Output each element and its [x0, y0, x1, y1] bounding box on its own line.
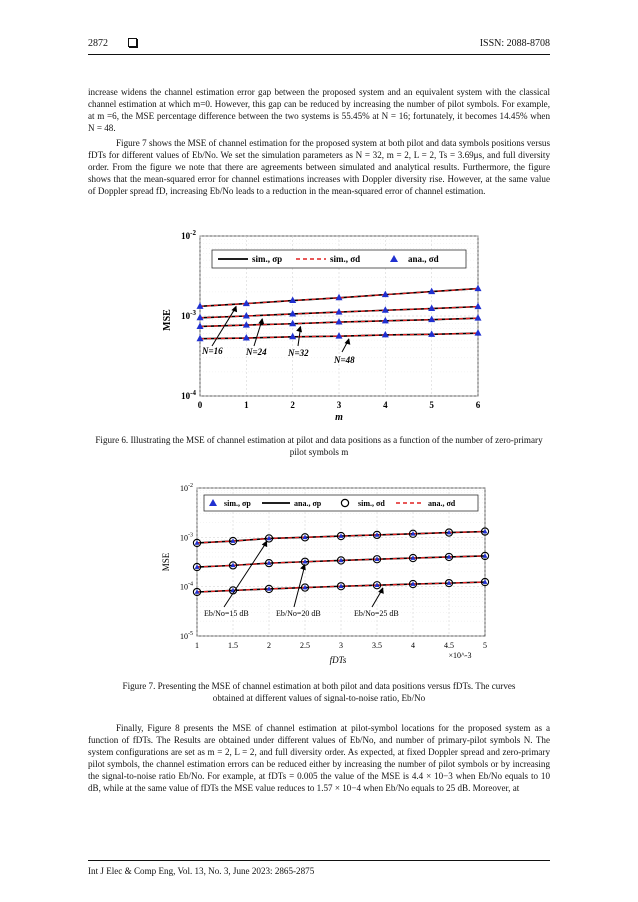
fig7-ytick-label: $10^{-4}$	[180, 581, 193, 592]
fig7-ylabel: MSE	[161, 552, 171, 572]
fig7-legend-label-3: sim., σd	[358, 499, 385, 508]
fig7-xtick-label: 1.5	[228, 641, 238, 650]
fig7-ytick-label: $10^{-3}$	[180, 532, 193, 543]
fig6-xtick-label: 2	[290, 400, 295, 410]
fig6-xtick-label: 1	[244, 400, 249, 410]
fig7-text: Figure 7 shows the MSE of channel estimation for the proposed system at both pilot and data symbols positions versus fDTs for different values of Eb/No. We set the simulation parameters as N = 32, m = 2, L = 2, Ts = 3.69μs, and full diversity order. From the figure we note that there are agreements between simulated and analytical results. Furthermore, the figure shows that the mean-squared error for channel estimations increases with Doppler diversity rise. However, at the same value of Doppler spread fD, increasing Eb/No leads to a reduction in the mean-squared error of channel estimation.	[88, 138, 550, 197]
fig7-xtick-label: 2.5	[300, 641, 310, 650]
issn: ISSN: 2088-8708	[479, 38, 550, 49]
fig6-annotation-label: N=16	[202, 346, 223, 356]
fig7-xtick-label: 4.5	[444, 641, 454, 650]
fig6-legend-label-2: sim., σd	[330, 254, 361, 264]
fig7-x-multiplier: ×10^-3	[448, 651, 472, 660]
fig7-annotation-label: Eb/No=25 dB	[354, 609, 399, 618]
fig7-xtick-label: 2	[267, 641, 271, 650]
intro-paragraph	[88, 86, 550, 134]
fig6-xtick-label: 0	[197, 400, 203, 410]
fig6-annotation-label: N=24	[246, 347, 267, 357]
fig6-xlabel: m	[335, 412, 343, 423]
fig7-xtick-label: 3.5	[372, 641, 382, 650]
figure-6-caption	[88, 434, 550, 458]
fig7-xtick-label: 4	[411, 641, 415, 650]
intro-text: increase widens the channel estimation error gap between the proposed system and an equivalent system with the classical channel estimation at which m=0. However, this gap can be reduced by increasing the number of pilot symbols. For example, at m =6, the MSE percentage difference between the two systems is 55.45% at N = 16; fortunately, it becomes 14.45% when N = 48.	[88, 87, 550, 134]
fig8-paragraph	[88, 722, 550, 794]
fig6-annotation-label: N=32	[288, 348, 309, 358]
fig7-annotation-label: Eb/No=20 dB	[276, 609, 321, 618]
fig7-legend-label-1: sim., σp	[224, 499, 251, 508]
fig6-caption-text: Figure 6. Illustrating the MSE of channel estimation at pilot and data positions as a function of the number of zero-primary pilot symbols m	[95, 435, 543, 457]
fig6-ylabel: MSE	[162, 309, 173, 331]
fig7-xtick-label: 3	[339, 641, 343, 650]
fig6-ytick-label: $10^{-4}$	[181, 389, 196, 401]
figure-7-caption	[88, 680, 550, 704]
fig7-legend-label-4: ana., σd	[428, 499, 456, 508]
page-footer: Int J Elec & Comp Eng, Vol. 13, No. 3, June 2023: 2865-2875	[88, 866, 315, 876]
fig8-text: Finally, Figure 8 presents the MSE of channel estimation at pilot-symbol locations for the proposed system as a function of fDTs. The Results are obtained under different values of Eb/No, and number of primary-pilot symbols N. The system configurations are set as m = 2, L = 2, and full diversity order. As expected, at fixed Doppler spread and zero-primary pilot symbols, the channel estimation errors can be reduced either by increasing the number of pilot symbols or by increasing the signal-to-noise ratio Eb/No. For example, at fDTs = 0.005 the value of the MSE is 4.4 × 10−3 when Eb/No equals to 10 dB, while at the same value of fDTs the MSE value reduces to 1.57 × 10−4 when Eb/No equals to 25 dB. Moreover, at	[88, 723, 550, 794]
fig7-xtick-label: 5	[483, 641, 487, 650]
fig7-caption-line1: Figure 7. Presenting the MSE of channel estimation at both pilot and data positions versus fDTs. The curves	[122, 681, 516, 691]
fig6-xtick-label: 4	[383, 400, 388, 410]
fig6-annotation-label: N=48	[334, 355, 355, 365]
header-rule	[88, 54, 550, 55]
fig6-ytick-label: $10^{-3}$	[181, 309, 196, 321]
fig7-legend-label-2: ana., σp	[294, 499, 322, 508]
fig7-xtick-label: 1	[195, 641, 199, 650]
fig7-caption-line2: obtained at different values of signal-to-noise ratio, Eb/No	[212, 693, 426, 703]
fig6-xtick-label: 3	[336, 400, 342, 410]
fig6-xtick-label: 6	[475, 400, 481, 410]
fig6-ytick-label: $10^{-2}$	[181, 229, 196, 241]
fig7-annotation-label: Eb/No=15 dB	[204, 609, 249, 618]
figure-6-chart	[160, 228, 490, 428]
fig7-ytick-label: $10^{-2}$	[180, 483, 193, 493]
figure-7-chart	[160, 480, 490, 670]
fig6-legend-label-3: ana., σd	[408, 254, 439, 264]
fig6-xtick-label: 5	[429, 400, 434, 410]
fig7-paragraph	[88, 137, 550, 197]
fig7-xlabel: fDTs	[329, 655, 347, 665]
fig6-legend-label-1: sim., σp	[252, 254, 283, 264]
page-number: 2872	[88, 38, 108, 49]
footer-rule	[88, 860, 550, 861]
checkbox-glyph-icon	[128, 38, 137, 47]
fig7-ytick-label: $10^{-5}$	[180, 631, 193, 641]
